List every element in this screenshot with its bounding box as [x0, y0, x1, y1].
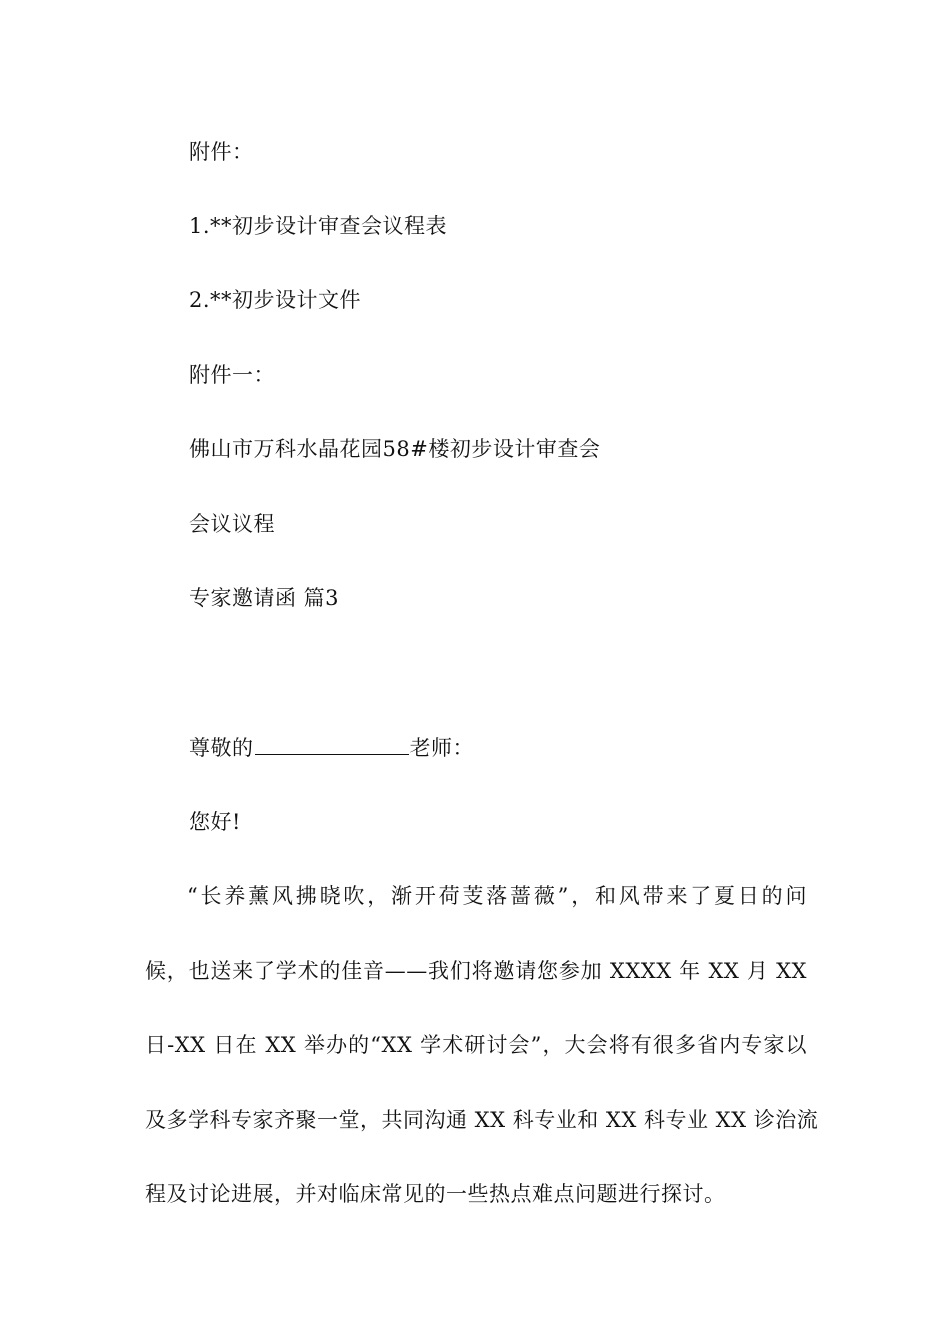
paragraph-line: 日-XX 日在 XX 举办的“XX 学术研讨会”，大会将有很多省内专家以 [145, 1033, 807, 1057]
body-paragraph [145, 881, 819, 1209]
attachment-item-2: 2.**初步设计文件 [189, 288, 362, 312]
attachment-one-heading: 附件一： [189, 363, 275, 387]
salutation-prefix: 尊敬的 [189, 736, 254, 760]
salutation-suffix: 老师： [409, 736, 474, 760]
attachments-heading: 附件： [189, 140, 254, 164]
paragraph-line: 及多学科专家齐聚一堂，共同沟通 XX 科专业和 XX 科专业 XX 诊治流 [145, 1107, 819, 1132]
greeting: 您好! [189, 810, 241, 834]
attachment-item-1: 1.**初步设计审查会议程表 [189, 214, 448, 238]
meeting-title: 佛山市万科水晶花园58#楼初步设计审查会 [189, 437, 601, 461]
paragraph-line: “长养薰风拂晓吹，渐开荷芰落蔷薇”，和风带来了夏日的问 [187, 884, 807, 908]
paragraph-line: 程及讨论进展，并对临床常见的一些热点难点问题进行探讨。 [145, 1182, 726, 1206]
agenda-heading: 会议议程 [189, 512, 275, 536]
salutation [189, 732, 474, 763]
name-blank-line [255, 732, 409, 755]
paragraph-line: 候，也送来了学术的佳音——我们将邀请您参加 XXXX 年 XX 月 XX [145, 958, 807, 983]
section-title: 专家邀请函 篇3 [189, 586, 340, 610]
